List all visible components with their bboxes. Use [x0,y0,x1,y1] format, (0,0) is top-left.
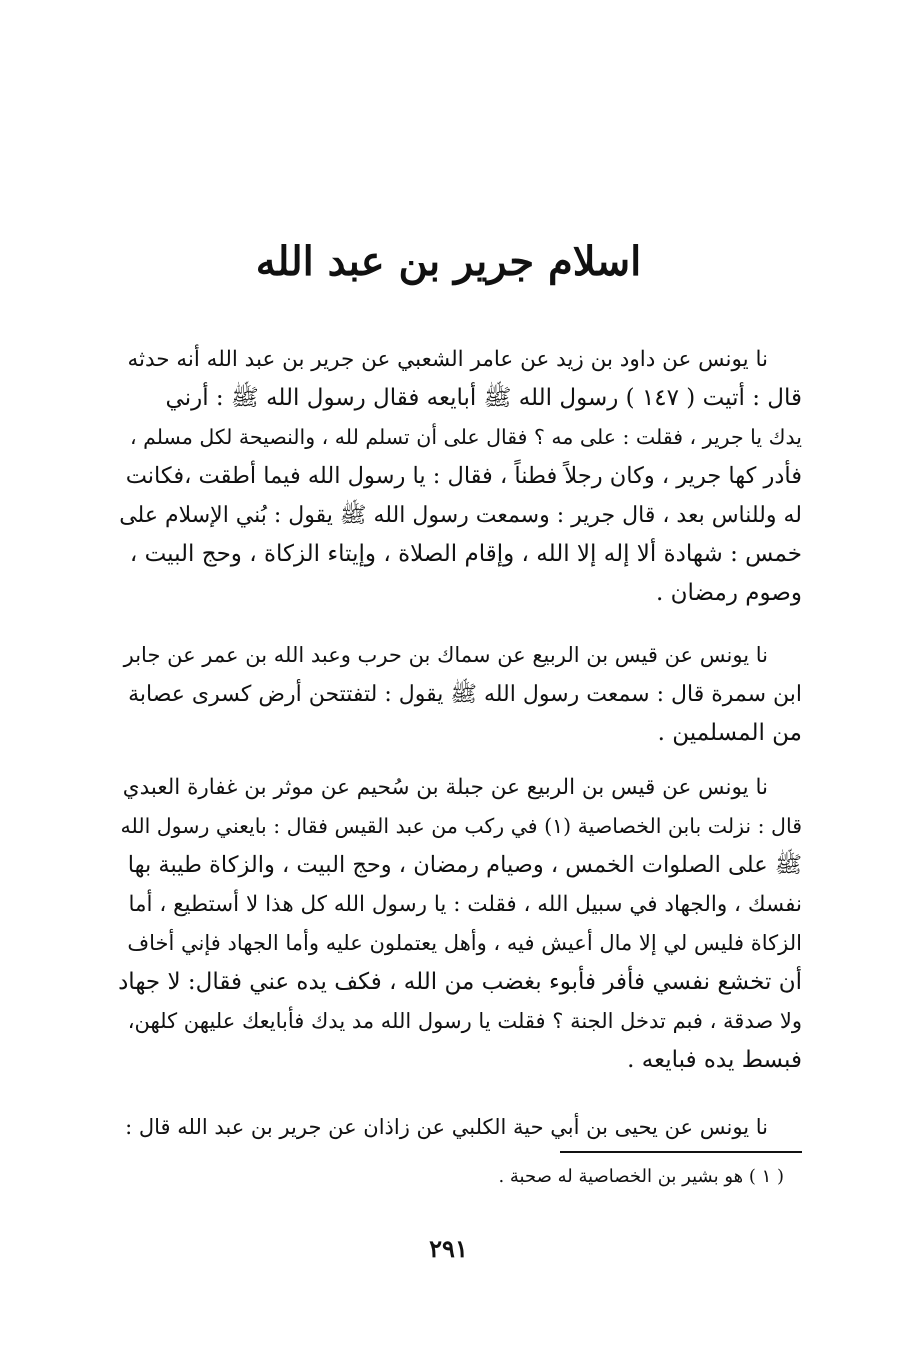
paragraph-4 [118,1108,802,1147]
paragraph-line: فبسط يده فبايعه . [627,1047,802,1073]
paragraph-line: الزكاة فليس لي إلا مال أعيش فيه ، وأهل يعتملون عليه وأما الجهاد فإني أخاف [127,931,802,955]
paragraph-line: خمس : شهادة ألا إله إلا الله ، وإقام الصلاة ، وإيتاء الزكاة ، وحج البيت ، [129,541,802,567]
paragraph-3 [118,768,802,1080]
paragraph-2 [118,636,802,753]
paragraph-line: له وللناس بعد ، قال جرير : وسمعت رسول الله ﷺ يقول : بُني الإسلام على [119,503,802,528]
paragraph-line: ﷺ على الصلوات الخمس ، وصيام رمضان ، وحج البيت ، والزكاة طيبة بها [127,852,802,878]
paragraph-line: يدك يا جرير ، فقلت : على مه ؟ فقال على أن تسلم لله ، والنصيحة لكل مسلم ، [129,425,802,449]
paragraph-line: وصوم رمضان . [656,580,802,606]
chapter-title: اسلام جرير بن عبد الله [255,238,642,285]
paragraph-line: نا يونس عن يحيى بن أبي حية الكلبي عن زاذان عن جرير بن عبد الله قال : [125,1115,768,1139]
paragraph-line: قال : أتيت ( ١٤٧ ) رسول الله ﷺ أبايعه فقال رسول الله ﷺ : أرني [165,385,802,411]
paragraph-line: نفسك ، والجهاد في سبيل الله ، فقلت : يا رسول الله كل هذا لا أستطيع ، أما [128,892,802,917]
paragraph-1 [118,340,802,613]
paragraph-line: نا يونس عن قيس بن الربيع عن سماك بن حرب وعبد الله بن عمر عن جابر [123,643,768,667]
paragraph-line: نا يونس عن قيس بن الربيع عن جبلة بن سُحيم عن موثر بن غفارة العبدي [122,775,768,800]
paragraph-line: فأدر كها جرير ، وكان رجلاً فطناً ، فقال : يا رسول الله فيما أطقت ،فكانت [125,463,802,489]
footnote-divider [560,1151,802,1153]
paragraph-line: من المسلمين . [657,720,802,746]
footnote: ( ١ ) هو بشير بن الخصاصية له صحبة . [498,1166,784,1187]
paragraph-line: قال : نزلت بابن الخصاصية (١) في ركب من عبد القيس فقال : بايعني رسول الله [120,814,802,838]
paragraph-line: ولا صدقة ، فبم تدخل الجنة ؟ فقلت يا رسول الله مد يدك فأبايعك عليهن كلهن، [127,1009,802,1033]
paragraph-line: أن تخشع نفسي فأفر فأبوء بغضب من الله ، فكف يده عني فقال: لا جهاد [118,969,802,995]
paragraph-line: نا يونس عن داود بن زيد عن عامر الشعبي عن جرير بن عبد الله أنه حدثه [127,347,768,372]
paragraph-line: ابن سمرة قال : سمعت رسول الله ﷺ يقول : لتفتتحن أرض كسرى عصابة [128,682,802,707]
page-number: ٢٩١ [429,1234,468,1263]
